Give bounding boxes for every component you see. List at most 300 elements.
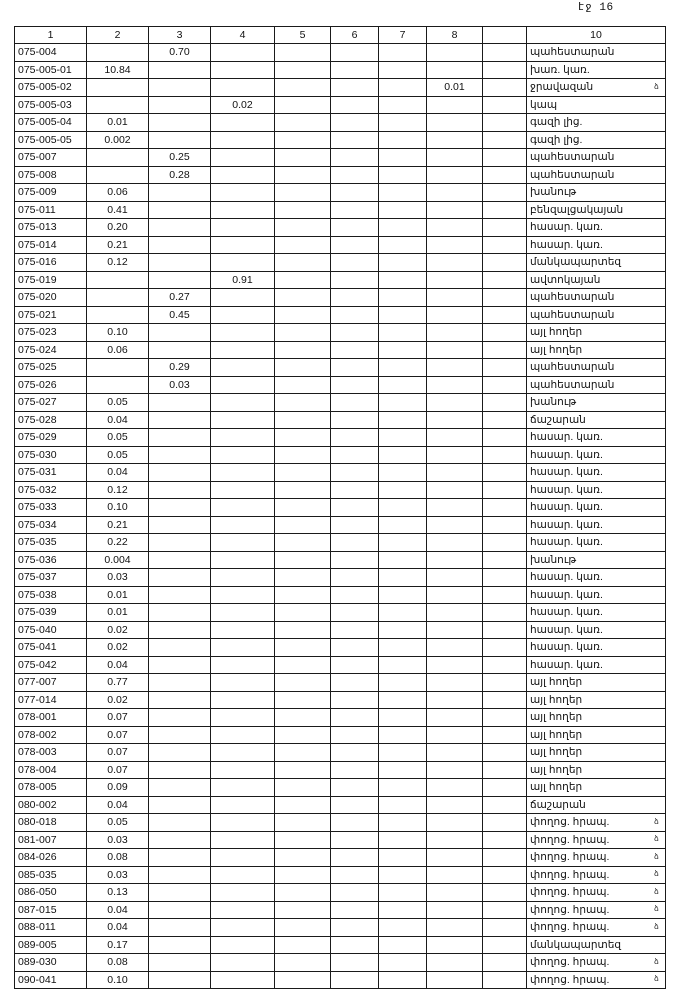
value-col-4-cell: [211, 779, 275, 797]
value-col-3-cell: [149, 884, 211, 902]
value-col-3-cell: [149, 114, 211, 132]
table-row: [15, 831, 666, 849]
value-col-3-cell: [149, 814, 211, 832]
value-col-7-cell: [379, 744, 427, 762]
land-use-cell: խառ. կառ.: [527, 61, 666, 79]
value-col-7-cell: [379, 516, 427, 534]
table-row: [15, 621, 666, 639]
value-col-8-cell: [427, 429, 483, 447]
value-col-7-cell: [379, 131, 427, 149]
land-use-cell: այլ հողեր: [527, 691, 666, 709]
table-row: [15, 691, 666, 709]
value-col-8-cell: [427, 149, 483, 167]
value-col-8-cell: [427, 551, 483, 569]
land-use-cell: ջրավազան: [527, 79, 666, 97]
value-col-7-cell: [379, 201, 427, 219]
land-use-cell: հասար. կառ.: [527, 639, 666, 657]
value-col-3-cell: [149, 744, 211, 762]
value-col-8-cell: [427, 114, 483, 132]
value-col-7-cell: [379, 341, 427, 359]
value-col-6-cell: [331, 96, 379, 114]
value-col-3-cell: [149, 79, 211, 97]
value-col-6-cell: [331, 359, 379, 377]
table-row: [15, 271, 666, 289]
parcel-code-cell: 075-025: [15, 359, 87, 377]
value-col-7-cell: [379, 866, 427, 884]
land-use-cell: ճաշարան: [527, 796, 666, 814]
value-col-3-cell: [149, 919, 211, 937]
value-col-9-cell: [483, 796, 527, 814]
parcel-code-cell: 075-016: [15, 254, 87, 272]
table-row: [15, 814, 666, 832]
table-row: [15, 341, 666, 359]
value-col-9-cell: [483, 499, 527, 517]
parcel-code-cell: 075-005-02: [15, 79, 87, 97]
value-col-6-cell: [331, 954, 379, 972]
value-col-9-cell: [483, 884, 527, 902]
table-row: [15, 44, 666, 62]
value-col-6-cell: [331, 131, 379, 149]
value-col-2-cell: 0.22: [87, 534, 149, 552]
value-col-7-cell: [379, 79, 427, 97]
value-col-5-cell: [275, 79, 331, 97]
value-col-3-cell: [149, 656, 211, 674]
value-col-8-cell: [427, 254, 483, 272]
parcel-code-cell: 075-024: [15, 341, 87, 359]
table-row: [15, 849, 666, 867]
table-row: [15, 674, 666, 692]
land-use-cell: պահեստարան: [527, 376, 666, 394]
parcel-code-cell: 090-041: [15, 971, 87, 989]
value-col-8-cell: [427, 674, 483, 692]
land-use-cell: հասար. կառ.: [527, 499, 666, 517]
value-col-2-cell: 0.07: [87, 726, 149, 744]
value-col-9-cell: [483, 849, 527, 867]
value-col-5-cell: [275, 254, 331, 272]
value-col-5-cell: [275, 761, 331, 779]
land-use-cell: այլ հողեր: [527, 779, 666, 797]
value-col-6-cell: [331, 499, 379, 517]
parcel-code-cell: 089-030: [15, 954, 87, 972]
value-col-9-cell: [483, 936, 527, 954]
table-row: [15, 586, 666, 604]
value-col-2-cell: 0.10: [87, 971, 149, 989]
value-col-2-cell: 0.04: [87, 411, 149, 429]
value-col-7-cell: [379, 184, 427, 202]
value-col-3-cell: [149, 761, 211, 779]
parcel-code-cell: 075-031: [15, 464, 87, 482]
parcel-code-cell: 088-011: [15, 919, 87, 937]
land-use-cell: կապ: [527, 96, 666, 114]
value-col-3-cell: [149, 954, 211, 972]
value-col-2-cell: [87, 289, 149, 307]
value-col-7-cell: [379, 289, 427, 307]
value-col-4-cell: [211, 586, 275, 604]
parcel-code-cell: 077-014: [15, 691, 87, 709]
value-col-6-cell: [331, 411, 379, 429]
value-col-8-cell: [427, 61, 483, 79]
value-col-9-cell: [483, 709, 527, 727]
margin-mark: ձ: [654, 851, 659, 861]
value-col-3-cell: [149, 551, 211, 569]
margin-annotations: [648, 0, 673, 1003]
value-col-8-cell: [427, 464, 483, 482]
value-col-3-cell: [149, 236, 211, 254]
parcel-code-cell: 080-002: [15, 796, 87, 814]
value-col-7-cell: [379, 534, 427, 552]
table-row: [15, 166, 666, 184]
table-row: [15, 761, 666, 779]
value-col-5-cell: [275, 639, 331, 657]
value-col-5-cell: [275, 446, 331, 464]
value-col-2-cell: 0.02: [87, 691, 149, 709]
value-col-2-cell: 0.01: [87, 586, 149, 604]
value-col-4-cell: [211, 884, 275, 902]
value-col-4-cell: [211, 569, 275, 587]
value-col-5-cell: [275, 114, 331, 132]
value-col-6-cell: [331, 44, 379, 62]
value-col-7-cell: [379, 639, 427, 657]
table-row: [15, 656, 666, 674]
page-number: էջ 16: [578, 2, 614, 14]
land-use-cell: հասար. կառ.: [527, 481, 666, 499]
column-header-6: 6: [331, 27, 379, 44]
parcel-code-cell: 075-030: [15, 446, 87, 464]
value-col-8-cell: [427, 726, 483, 744]
parcel-code-cell: 075-042: [15, 656, 87, 674]
value-col-7-cell: [379, 901, 427, 919]
value-col-9-cell: [483, 219, 527, 237]
parcel-code-cell: 075-004: [15, 44, 87, 62]
value-col-3-cell: 0.70: [149, 44, 211, 62]
value-col-4-cell: [211, 411, 275, 429]
margin-mark: ձ: [654, 904, 659, 913]
table-row: [15, 131, 666, 149]
value-col-8-cell: 0.01: [427, 79, 483, 97]
table-row: [15, 779, 666, 797]
land-use-cell: այլ հողեր: [527, 341, 666, 359]
table-row: [15, 919, 666, 937]
value-col-3-cell: [149, 394, 211, 412]
land-use-cell: այլ հողեր: [527, 674, 666, 692]
land-use-cell: մանկապարտեզ: [527, 936, 666, 954]
value-col-7-cell: [379, 429, 427, 447]
value-col-5-cell: [275, 551, 331, 569]
land-use-cell: հասար. կառ.: [527, 621, 666, 639]
value-col-9-cell: [483, 394, 527, 412]
value-col-9-cell: [483, 656, 527, 674]
value-col-3-cell: 0.03: [149, 376, 211, 394]
value-col-7-cell: [379, 236, 427, 254]
value-col-7-cell: [379, 254, 427, 272]
table-row: [15, 971, 666, 989]
value-col-2-cell: [87, 359, 149, 377]
value-col-7-cell: [379, 464, 427, 482]
column-header-10: 10: [527, 27, 666, 44]
value-col-4-cell: [211, 341, 275, 359]
value-col-4-cell: [211, 149, 275, 167]
value-col-6-cell: [331, 306, 379, 324]
value-col-5-cell: [275, 744, 331, 762]
value-col-5-cell: [275, 306, 331, 324]
parcel-code-cell: 075-005-01: [15, 61, 87, 79]
value-col-3-cell: [149, 586, 211, 604]
value-col-9-cell: [483, 604, 527, 622]
value-col-9-cell: [483, 61, 527, 79]
value-col-8-cell: [427, 44, 483, 62]
table-row: [15, 884, 666, 902]
land-use-cell: փողոց. հրապ.: [527, 919, 666, 937]
value-col-3-cell: 0.25: [149, 149, 211, 167]
value-col-2-cell: 10.84: [87, 61, 149, 79]
parcel-code-cell: 075-034: [15, 516, 87, 534]
land-use-cell: գազի լից.: [527, 131, 666, 149]
value-col-2-cell: 0.004: [87, 551, 149, 569]
value-col-6-cell: [331, 324, 379, 342]
value-col-2-cell: 0.09: [87, 779, 149, 797]
value-col-4-cell: [211, 131, 275, 149]
value-col-7-cell: [379, 446, 427, 464]
parcel-code-cell: 087-015: [15, 901, 87, 919]
value-col-4-cell: [211, 166, 275, 184]
table-row: [15, 96, 666, 114]
value-col-2-cell: [87, 376, 149, 394]
value-col-3-cell: [149, 831, 211, 849]
value-col-4-cell: [211, 219, 275, 237]
value-col-7-cell: [379, 709, 427, 727]
table-row: [15, 446, 666, 464]
value-col-3-cell: [149, 271, 211, 289]
table-row: [15, 726, 666, 744]
value-col-2-cell: 0.01: [87, 114, 149, 132]
value-col-4-cell: [211, 236, 275, 254]
value-col-6-cell: [331, 814, 379, 832]
value-col-5-cell: [275, 201, 331, 219]
value-col-5-cell: [275, 411, 331, 429]
land-use-cell: հասար. կառ.: [527, 429, 666, 447]
value-col-4-cell: [211, 761, 275, 779]
value-col-9-cell: [483, 534, 527, 552]
parcel-code-cell: 078-003: [15, 744, 87, 762]
value-col-8-cell: [427, 901, 483, 919]
value-col-6-cell: [331, 429, 379, 447]
parcel-code-cell: 075-023: [15, 324, 87, 342]
value-col-8-cell: [427, 569, 483, 587]
value-col-4-cell: [211, 184, 275, 202]
value-col-4-cell: [211, 79, 275, 97]
parcel-code-cell: 075-028: [15, 411, 87, 429]
value-col-5-cell: [275, 464, 331, 482]
value-col-2-cell: 0.08: [87, 849, 149, 867]
value-col-2-cell: [87, 271, 149, 289]
value-col-2-cell: 0.20: [87, 219, 149, 237]
value-col-4-cell: [211, 936, 275, 954]
land-use-cell: գազի լից.: [527, 114, 666, 132]
value-col-8-cell: [427, 744, 483, 762]
land-use-cell: այլ հողեր: [527, 726, 666, 744]
value-col-6-cell: [331, 674, 379, 692]
value-col-5-cell: [275, 814, 331, 832]
table-row: [15, 359, 666, 377]
value-col-9-cell: [483, 586, 527, 604]
value-col-4-cell: [211, 744, 275, 762]
value-col-8-cell: [427, 499, 483, 517]
value-col-7-cell: [379, 499, 427, 517]
value-col-4-cell: [211, 709, 275, 727]
table-row: [15, 306, 666, 324]
value-col-9-cell: [483, 131, 527, 149]
value-col-8-cell: [427, 324, 483, 342]
value-col-5-cell: [275, 901, 331, 919]
value-col-8-cell: [427, 359, 483, 377]
column-header-2: 2: [87, 27, 149, 44]
value-col-7-cell: [379, 586, 427, 604]
value-col-4-cell: [211, 796, 275, 814]
value-col-7-cell: [379, 376, 427, 394]
value-col-8-cell: [427, 96, 483, 114]
table-row: [15, 411, 666, 429]
value-col-8-cell: [427, 411, 483, 429]
parcel-code-cell: 075-008: [15, 166, 87, 184]
value-col-6-cell: [331, 884, 379, 902]
value-col-7-cell: [379, 884, 427, 902]
value-col-5-cell: [275, 341, 331, 359]
value-col-4-cell: [211, 901, 275, 919]
table-row: [15, 184, 666, 202]
land-use-cell: փողոց. հրապ.: [527, 954, 666, 972]
table-row: [15, 219, 666, 237]
value-col-6-cell: [331, 971, 379, 989]
value-col-9-cell: [483, 621, 527, 639]
value-col-7-cell: [379, 604, 427, 622]
value-col-8-cell: [427, 709, 483, 727]
value-col-6-cell: [331, 919, 379, 937]
parcel-code-cell: 075-035: [15, 534, 87, 552]
land-use-cell: խանութ: [527, 394, 666, 412]
parcel-code-cell: 075-029: [15, 429, 87, 447]
column-header-5: 5: [275, 27, 331, 44]
margin-mark: ձ: [654, 886, 659, 896]
value-col-4-cell: [211, 359, 275, 377]
value-col-3-cell: [149, 971, 211, 989]
value-col-8-cell: [427, 271, 483, 289]
value-col-5-cell: [275, 604, 331, 622]
value-col-5-cell: [275, 131, 331, 149]
parcel-code-cell: 075-020: [15, 289, 87, 307]
parcel-code-cell: 075-032: [15, 481, 87, 499]
value-col-7-cell: [379, 306, 427, 324]
parcel-code-cell: 085-035: [15, 866, 87, 884]
value-col-7-cell: [379, 166, 427, 184]
value-col-2-cell: 0.06: [87, 341, 149, 359]
value-col-4-cell: [211, 464, 275, 482]
value-col-3-cell: [149, 184, 211, 202]
table-row: [15, 604, 666, 622]
value-col-6-cell: [331, 166, 379, 184]
value-col-6-cell: [331, 289, 379, 307]
value-col-9-cell: [483, 149, 527, 167]
table-row: [15, 324, 666, 342]
table-row: [15, 79, 666, 97]
value-col-7-cell: [379, 551, 427, 569]
value-col-4-cell: [211, 289, 275, 307]
parcel-code-cell: 075-009: [15, 184, 87, 202]
land-use-cell: պահեստարան: [527, 44, 666, 62]
value-col-8-cell: [427, 884, 483, 902]
value-col-5-cell: [275, 674, 331, 692]
value-col-9-cell: [483, 779, 527, 797]
value-col-2-cell: 0.21: [87, 516, 149, 534]
parcel-code-cell: 075-005-03: [15, 96, 87, 114]
value-col-2-cell: [87, 306, 149, 324]
value-col-3-cell: [149, 219, 211, 237]
value-col-9-cell: [483, 954, 527, 972]
value-col-4-cell: [211, 324, 275, 342]
value-col-2-cell: 0.05: [87, 429, 149, 447]
value-col-2-cell: 0.17: [87, 936, 149, 954]
value-col-8-cell: [427, 761, 483, 779]
parcel-code-cell: 078-004: [15, 761, 87, 779]
value-col-4-cell: [211, 831, 275, 849]
column-header-3: 3: [149, 27, 211, 44]
value-col-5-cell: [275, 534, 331, 552]
land-use-cell: հասար. կառ.: [527, 656, 666, 674]
parcel-code-cell: 075-038: [15, 586, 87, 604]
value-col-8-cell: [427, 656, 483, 674]
parcel-code-cell: 080-018: [15, 814, 87, 832]
value-col-8-cell: [427, 534, 483, 552]
value-col-9-cell: [483, 166, 527, 184]
land-use-cell: հասար. կառ.: [527, 236, 666, 254]
land-use-cell: պահեստարան: [527, 166, 666, 184]
value-col-2-cell: 0.04: [87, 919, 149, 937]
value-col-7-cell: [379, 849, 427, 867]
value-col-4-cell: [211, 919, 275, 937]
value-col-2-cell: 0.03: [87, 866, 149, 884]
value-col-2-cell: 0.77: [87, 674, 149, 692]
value-col-9-cell: [483, 236, 527, 254]
land-use-cell: այլ հողեր: [527, 744, 666, 762]
value-col-9-cell: [483, 919, 527, 937]
value-col-9-cell: [483, 306, 527, 324]
margin-mark: ձ: [654, 816, 659, 826]
value-col-2-cell: 0.04: [87, 901, 149, 919]
value-col-2-cell: 0.08: [87, 954, 149, 972]
table-row: [15, 569, 666, 587]
value-col-7-cell: [379, 656, 427, 674]
value-col-3-cell: [149, 569, 211, 587]
value-col-7-cell: [379, 621, 427, 639]
value-col-9-cell: [483, 359, 527, 377]
value-col-2-cell: 0.002: [87, 131, 149, 149]
value-col-7-cell: [379, 814, 427, 832]
value-col-8-cell: [427, 236, 483, 254]
value-col-6-cell: [331, 201, 379, 219]
land-use-cell: փողոց. հրապ.: [527, 971, 666, 989]
value-col-6-cell: [331, 586, 379, 604]
land-use-cell: հասար. կառ.: [527, 586, 666, 604]
value-col-7-cell: [379, 149, 427, 167]
value-col-6-cell: [331, 394, 379, 412]
table-row: [15, 866, 666, 884]
value-col-8-cell: [427, 341, 483, 359]
value-col-5-cell: [275, 44, 331, 62]
value-col-2-cell: 0.03: [87, 831, 149, 849]
parcel-code-cell: 075-011: [15, 201, 87, 219]
table-row: [15, 254, 666, 272]
table-row: [15, 464, 666, 482]
value-col-6-cell: [331, 691, 379, 709]
